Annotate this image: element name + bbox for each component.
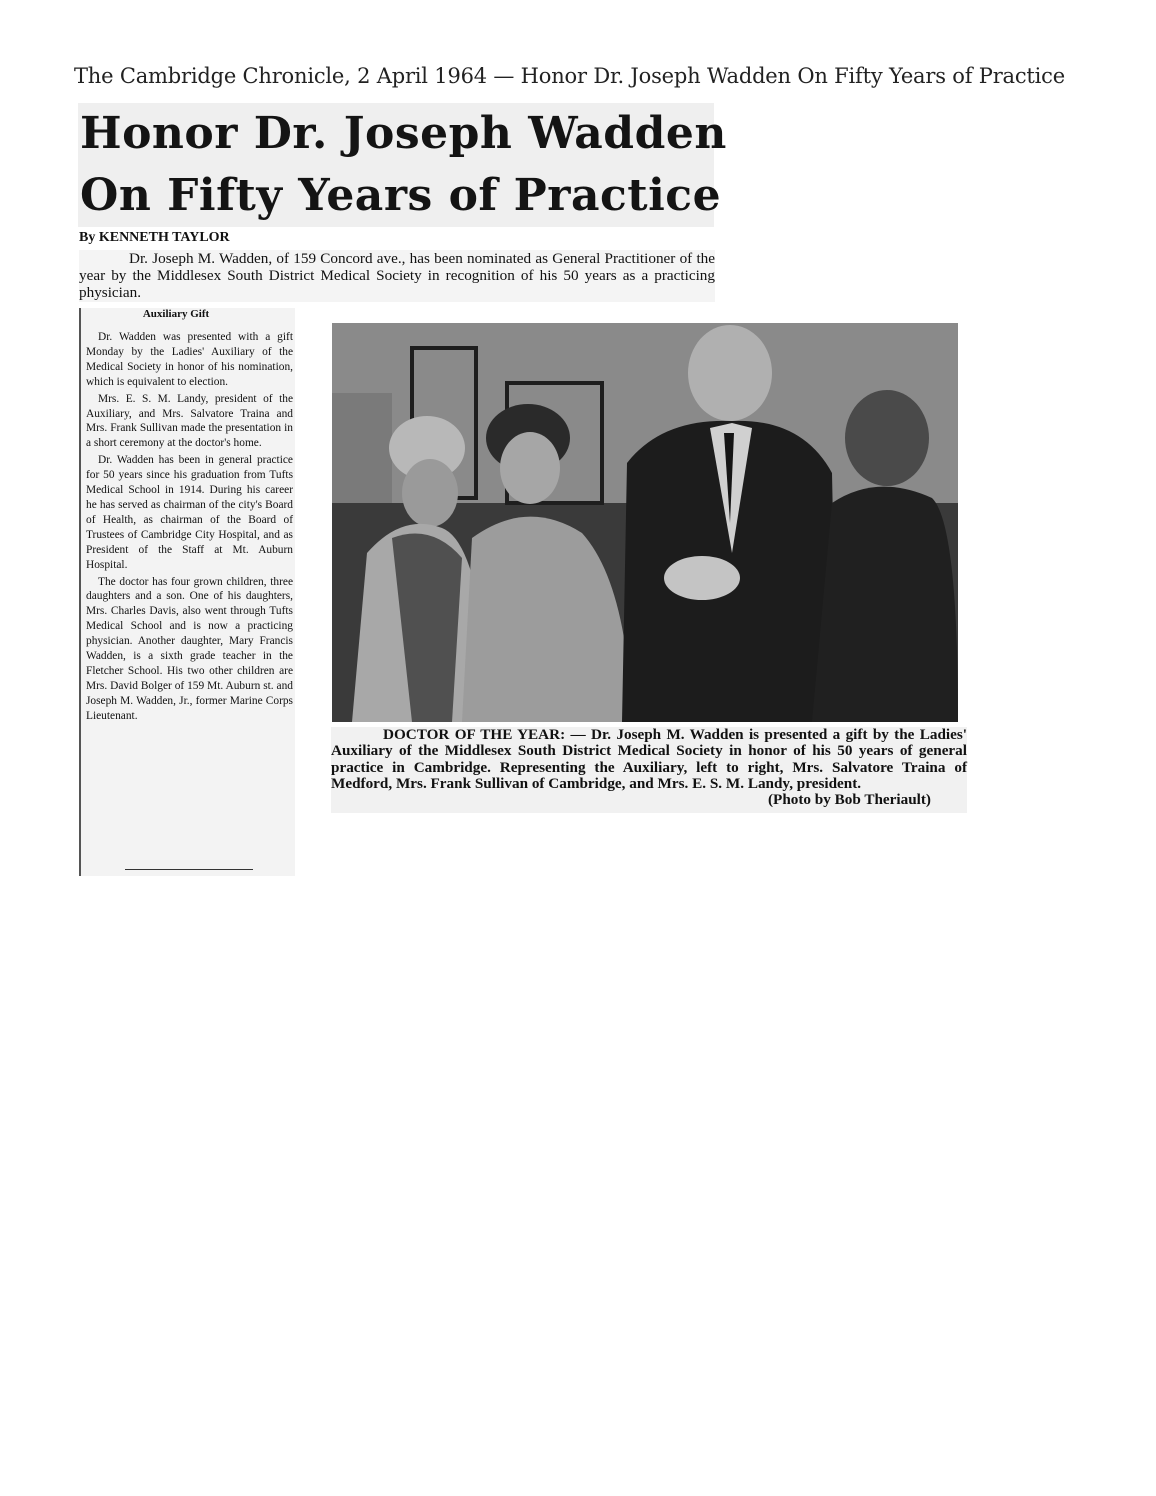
body-paragraph: Dr. Wadden has been in general practice for 50 years since his graduation from Tufts Medical School in 1914. During his career he has served as chairman of the city's Board of Health, as chairman of the Board of Trustees of Cambridge City Hospital, and as President of the Staff at Mt. Auburn Hospital. [86, 454, 293, 571]
photo-caption [331, 727, 967, 813]
article-column [79, 308, 295, 876]
headline-line-1: Honor Dr. Joseph Wadden [80, 108, 727, 159]
article-body [86, 330, 293, 726]
byline: By KENNETH TAYLOR [79, 230, 230, 245]
photo-credit: (Photo by Bob Theriault) [767, 791, 931, 809]
body-paragraph: Mrs. E. S. M. Landy, president of the Auxiliary, and Mrs. Salvatore Traina and Mrs. Frank Sullivan made the presentation in a short ceremony at the doctor's home. [86, 392, 293, 450]
headline-line-2: On Fifty Years of Practice [80, 170, 722, 221]
lede-paragraph: Dr. Joseph M. Wadden, of 159 Concord ave., has been nominated as General Practitioner of the year by the Middlesex South District Medical Society in recognition of his 50 years as a practicing physician. [79, 250, 715, 301]
page-title: The Cambridge Chronicle, 2 April 1964 — Honor Dr. Joseph Wadden On Fifty Years of Practice [74, 64, 1065, 88]
photo-illustration [332, 323, 958, 722]
body-paragraph: Dr. Wadden was presented with a gift Monday by the Ladies' Auxiliary of the Medical Society in honor of his nomination, which is equivalent to election. [86, 331, 293, 388]
headline [78, 103, 727, 227]
news-photo [332, 323, 958, 722]
caption-heading: DOCTOR OF THE YEAR: [383, 726, 566, 743]
body-paragraph: The doctor has four grown children, three daughters and a son. One of his daughters, Mrs. Charles Davis, also went through Tufts Medical School and is now a practicing physician. Another daughter, Mary Francis Wadden, is a sixth grade teacher in the Fletcher School. His two other children are Mrs. David Bolger of 159 Mt. Auburn st. and Joseph M. Wadden, Jr., former Marine Corps Lieutenant. [86, 575, 293, 722]
caption-text: — Dr. Joseph M. Wadden is presented a gift by the Ladies' Auxiliary of the Middlesex South District Medical Society in honor of his 50 years of general practice in Cambridge. Representing the Auxiliary, left to right, Mrs. Salvatore Traina of Medford, Mrs. Frank Sullivan of Cambridge, and Mrs. E. S. M. Landy, president. [331, 726, 967, 792]
subhead: Auxiliary Gift [142, 308, 210, 320]
column-end-rule [125, 869, 253, 870]
